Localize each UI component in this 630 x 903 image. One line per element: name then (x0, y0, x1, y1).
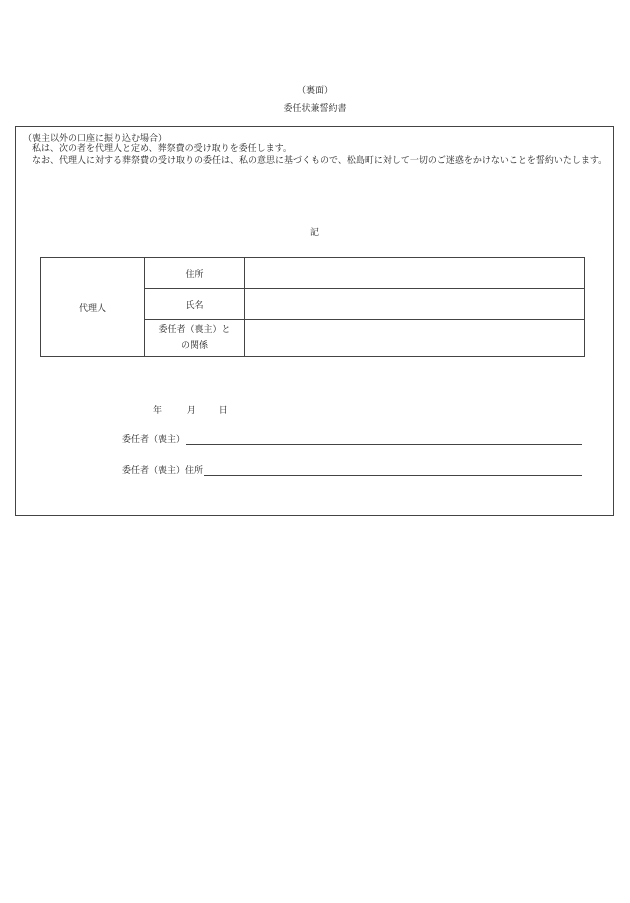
reverse-side-label: （裏面） (296, 86, 333, 96)
delegator-label: 委任者（喪主） (122, 435, 186, 445)
document-title: 委任状兼誓約書 (283, 104, 347, 114)
relation-label-line1: 委任者（喪主）と (158, 325, 231, 335)
delegator-address-line[interactable] (204, 466, 582, 476)
case-label: （喪主以外の口座に振り込む場合） (23, 134, 168, 144)
form-frame (15, 126, 614, 516)
date-row (151, 403, 228, 416)
delegator-signature-line[interactable] (186, 435, 582, 445)
delegator-address-label: 委任者（喪主）住所 (122, 466, 204, 476)
date-year-label: 年 (153, 406, 163, 416)
date-day-label: 日 (218, 406, 228, 416)
date-month-label: 月 (186, 406, 196, 416)
relation-label-line2: の関係 (180, 341, 208, 351)
delegation-statement: 私は、次の者を代理人と定め、葬祭費の受け取りを委任します。 (32, 144, 292, 154)
address-row (41, 258, 585, 289)
name-label: 氏名 (145, 289, 245, 320)
delegator-address-row (122, 463, 582, 476)
agent-table (40, 257, 585, 357)
address-label: 住所 (145, 258, 245, 289)
relation-label (145, 320, 245, 357)
relation-field[interactable] (245, 320, 585, 357)
ki-heading: 記 (309, 228, 319, 238)
address-field[interactable] (245, 258, 585, 289)
name-field[interactable] (245, 289, 585, 320)
pledge-statement: なお、代理人に対する葬祭費の受け取りの委任は、私の意思に基づくもので、松島町に対して一切のご迷惑をかけないことを誓約いたします。 (32, 156, 608, 166)
agent-label: 代理人 (41, 258, 145, 357)
delegator-signature-row (122, 432, 582, 445)
